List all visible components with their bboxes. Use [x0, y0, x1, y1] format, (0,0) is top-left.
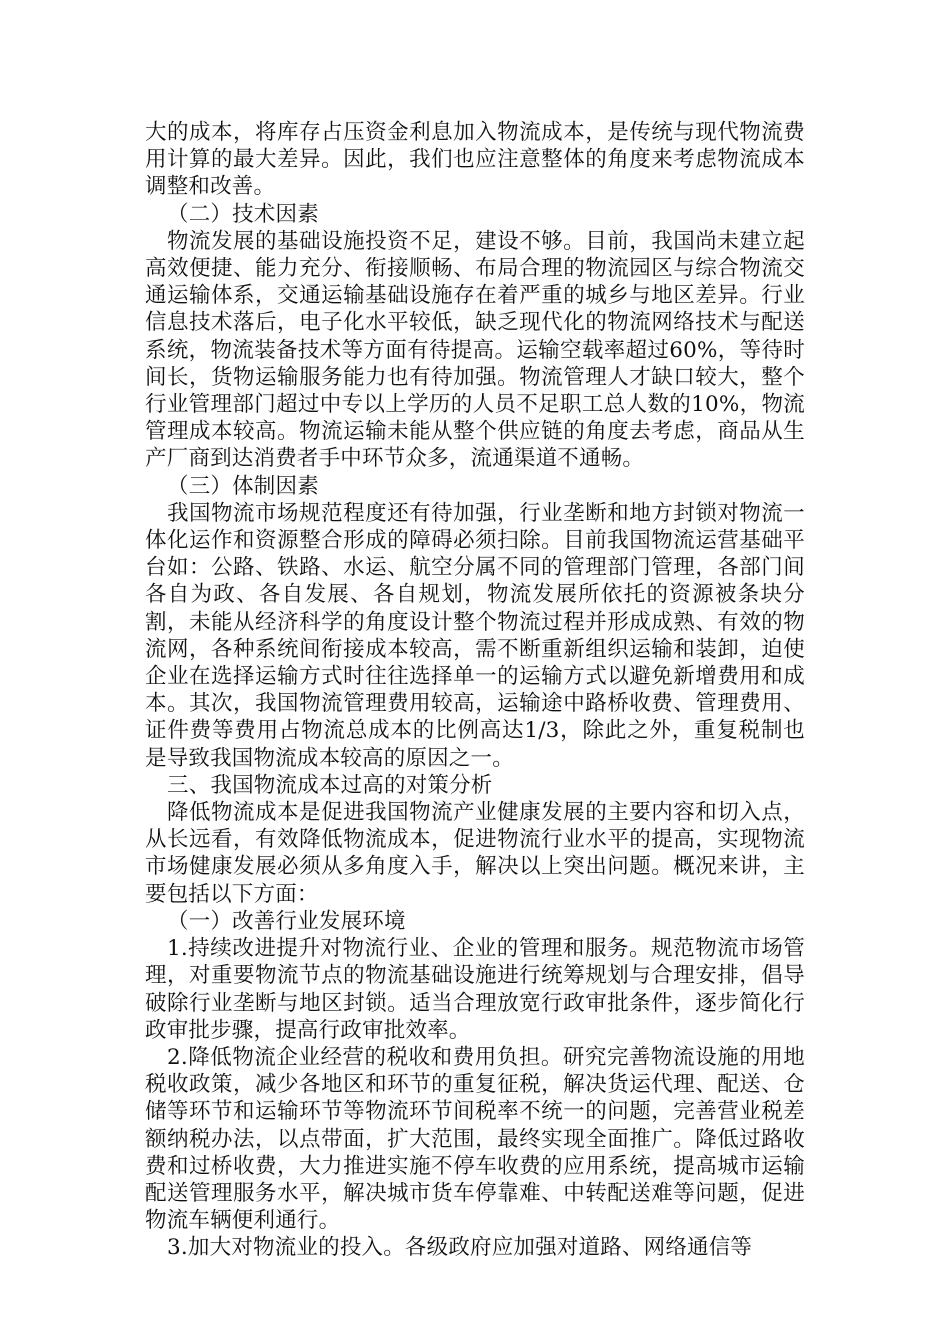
section-heading: 三、我国物流成本过高的对策分析 — [167, 772, 493, 798]
paragraph: 3.加大对物流业的投入。各级政府应加强对道路、网络通信等 — [167, 1235, 753, 1261]
document-page — [145, 119, 805, 1262]
body-text: 大的成本，将库存占压资金利息加入物流成本，是传统与现代物流费用计算的最大差异。因此，我们也应注意整体的角度来考虑物流成本调整和改善。 — [145, 120, 805, 200]
paragraph: 我国物流市场规范程度还有待加强，行业垄断和地方封锁对物流一体化运作和资源整合形成的障碍必须扫除。目前我国物流运营基础平台如：公路、铁路、水运、航空分属不同的管理部门管理，各部门间各自为政、各自发展、各自规划，物流发展所依托的资源被条块分割，未能从经济科学的角度设计整个物流过程并形成成熟、有效的物流网，各种系统间衔接成本较高，需不断重新组织运输和装卸，迫使企业在选择运输方式时往往选择单一的运输方式以避免新增费用和成本。其次，我国物流管理费用较高，运输途中路桥收费、管理费用、证件费等费用占物流总成本的比例高达1/3，除此之外，重复税制也是导致我国物流成本较高的原因之一。 — [145, 500, 805, 771]
subheading-tech-factors: （二）技术因素 — [167, 201, 319, 227]
paragraph: 物流发展的基础设施投资不足，建设不够。目前，我国尚未建立起高效便捷、能力充分、衔接顺畅、布局合理的物流园区与综合物流交通运输体系，交通运输基础设施存在着严重的城乡与地区差异。行业信息技术落后，电子化水平较低，缺乏现代化的物流网络技术与配送系统，物流装备技术等方面有待提高。运输空载率超过60%，等待时间长，货物运输服务能力也有待加强。物流管理人才缺口较大，整个行业管理部门超过中专以上学历的人员不足职工总人数的10%，物流管理成本较高。物流运输未能从整个供应链的角度去考虑，商品从生产厂商到达消费者手中环节众多，流通渠道不通畅。 — [145, 228, 805, 472]
paragraph: 1.持续改进提升对物流行业、企业的管理和服务。规范物流市场管理，对重要物流节点的物流基础设施进行统筹规划与合理安排，倡导破除行业垄断与地区封锁。适当合理放宽行政审批条件，逐步简化行政审批步骤，提高行政审批效率。 — [145, 936, 805, 1043]
subheading-system-factors: （三）体制因素 — [167, 473, 319, 499]
subheading-environment: （一）改善行业发展环境 — [167, 908, 406, 934]
paragraph: 降低物流成本是促进我国物流产业健康发展的主要内容和切入点，从长远看，有效降低物流成本，促进物流行业水平的提高，实现物流市场健康发展必须从多角度入手，解决以上突出问题。概况来讲，主要包括以下方面： — [145, 800, 805, 907]
paragraph: 2.降低物流企业经营的税收和费用负担。研究完善物流设施的用地税收政策，减少各地区和环节的重复征税，解决货运代理、配送、仓储等环节和运输环节等物流环节间税率不统一的问题，完善营业税差额纳税办法，以点带面，扩大范围，最终实现全面推广。降低过路收费和过桥收费，大力推进实施不停车收费的应用系统，提高城市运输配送管理服务水平，解决城市货车停靠难、中转配送难等问题，促进物流车辆便利通行。 — [145, 1044, 805, 1234]
